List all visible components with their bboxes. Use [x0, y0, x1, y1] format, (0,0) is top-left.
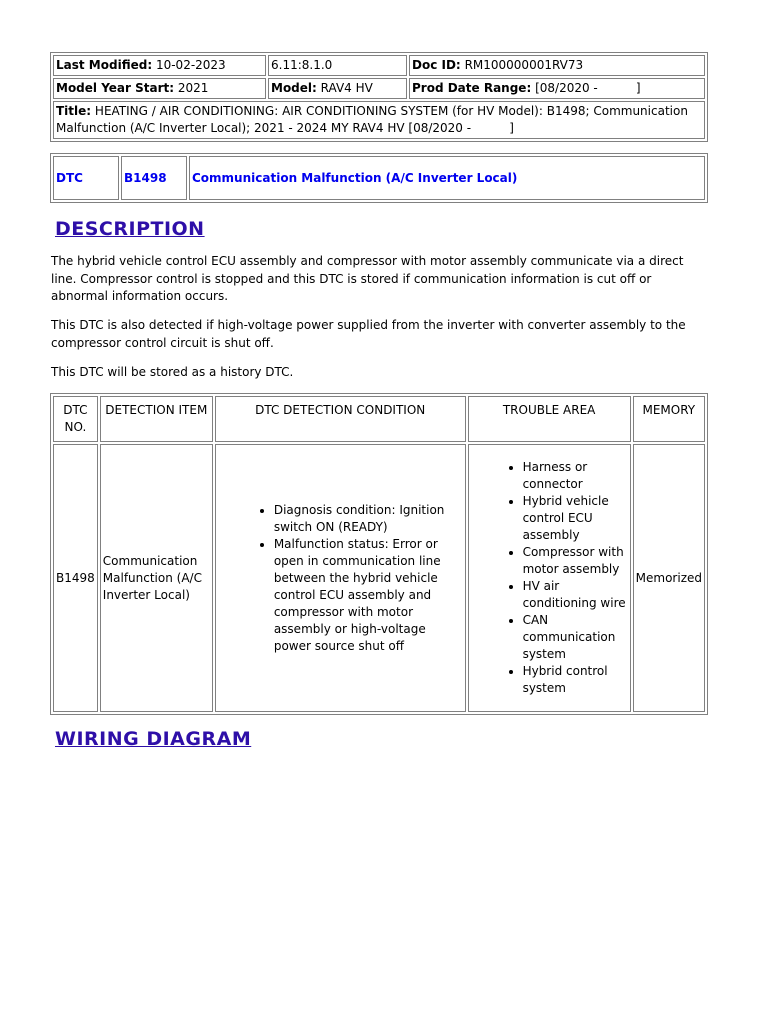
trouble-area-item: • CAN communication system	[523, 612, 628, 663]
model-year-value: 2021	[177, 81, 209, 95]
model-label: Model:	[271, 81, 317, 95]
version-cell	[268, 55, 407, 76]
condition-item: • Diagnosis condition: Ignition switch ON (READY)	[274, 502, 463, 536]
trouble-area-item: • Hybrid vehicle control ECU assembly	[523, 493, 628, 544]
doc-id-value: RM100000001RV73	[464, 58, 584, 72]
dtc-header-table	[50, 153, 708, 203]
dtc-code-link[interactable]: B1498	[121, 156, 187, 200]
model-cell	[268, 78, 407, 99]
dtc-title-link[interactable]: Communication Malfunction (A/C Inverter Local)	[189, 156, 705, 200]
prod-date-cell	[409, 78, 705, 99]
document-meta-table	[50, 52, 708, 142]
title-label: Title:	[56, 104, 92, 118]
description-paragraph-3: This DTC will be stored as a history DTC.	[51, 365, 294, 379]
wiring-diagram-heading[interactable]: WIRING DIAGRAM	[55, 728, 252, 750]
description-paragraph-1: The hybrid vehicle control ECU assembly and compressor with motor assembly communicate via a direct line. Compressor control is stopped and this DTC is stored if communication information is cut off or abnormal information occurs.	[51, 254, 684, 303]
dtc-table-header-row	[53, 396, 705, 442]
last-modified-cell	[53, 55, 266, 76]
doc-id-label: Doc ID:	[412, 58, 461, 72]
description-heading[interactable]: DESCRIPTION	[55, 218, 205, 240]
model-year-label: Model Year Start:	[56, 81, 175, 95]
dtc-table-row	[53, 444, 705, 712]
trouble-area-item: • HV air conditioning wire	[523, 578, 628, 612]
header-detection-condition: DTC DETECTION CONDITION	[215, 396, 466, 442]
title-value: HEATING / AIR CONDITIONING: AIR CONDITIONING SYSTEM (for HV Model): B1498; Communication Malfunction (A/C Inverter Local); 2021 - 2024 MY RAV4 HV [08/2020 - ]	[56, 104, 692, 135]
dtc-link[interactable]: DTC	[53, 156, 119, 200]
header-trouble-area: TROUBLE AREA	[468, 396, 631, 442]
dtc-no-cell: B1498	[53, 444, 98, 712]
header-memory: MEMORY	[633, 396, 705, 442]
last-modified-value: 10-02-2023	[155, 58, 226, 72]
memory-cell: Memorized	[633, 444, 705, 712]
detection-item-cell: Communication Malfunction (A/C Inverter Local)	[100, 444, 213, 712]
doc-id-cell	[409, 55, 705, 76]
detection-condition-cell	[215, 444, 466, 712]
model-value: RAV4 HV	[320, 81, 373, 95]
title-cell	[53, 101, 705, 139]
model-year-cell	[53, 78, 266, 99]
trouble-area-list	[507, 459, 628, 697]
last-modified-label: Last Modified:	[56, 58, 153, 72]
trouble-area-item: • Harness or connector	[523, 459, 628, 493]
header-detection-item: DETECTION ITEM	[100, 396, 213, 442]
condition-list	[258, 502, 463, 655]
version-value: 6.11:8.1.0	[271, 58, 333, 72]
prod-date-label: Prod Date Range:	[412, 81, 532, 95]
dtc-detail-table	[50, 393, 708, 715]
trouble-area-item: • Hybrid control system	[523, 663, 628, 697]
header-dtc-no: DTC NO.	[53, 396, 98, 442]
trouble-area-cell	[468, 444, 631, 712]
prod-date-value: [08/2020 - ]	[535, 81, 641, 95]
description-paragraph-2: This DTC is also detected if high-voltage power supplied from the inverter with converter assembly to the compressor control circuit is shut off.	[51, 318, 686, 350]
trouble-area-item: • Compressor with motor assembly	[523, 544, 628, 578]
condition-item: • Malfunction status: Error or open in communication line between the hybrid vehicle control ECU assembly and compressor with motor assembly or high-voltage power source shut off	[274, 536, 463, 655]
